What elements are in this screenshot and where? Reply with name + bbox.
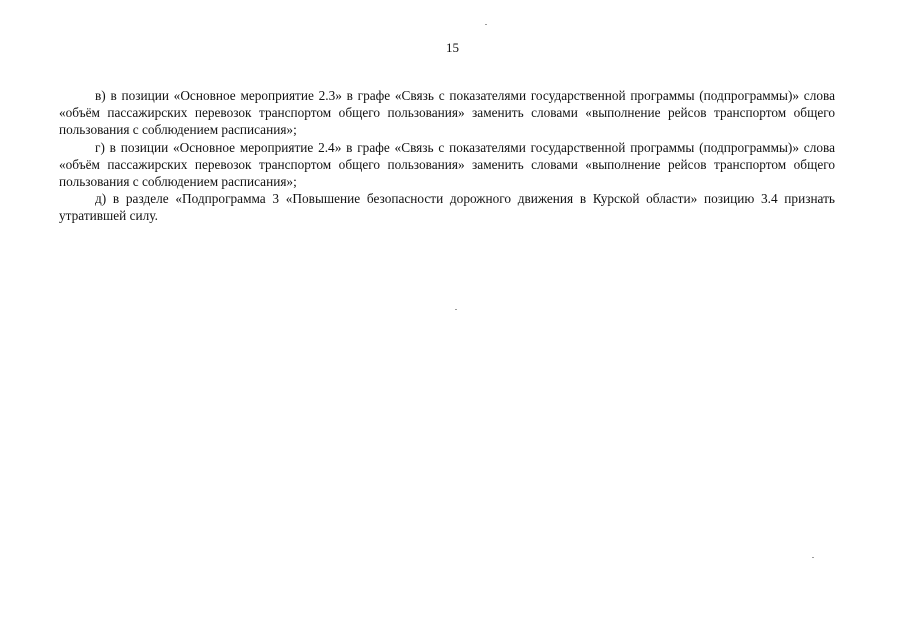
document-body bbox=[59, 87, 835, 225]
paragraph-g: г) в позиции «Основное мероприятие 2.4» в графе «Связь с показателями государственной программы (подпрограммы)» слова «объём пассажирских перевозок транспортом общего пользования» заменить словами «выполнение рейсов транспортом общего пользования с соблюдением расписания»; bbox=[59, 139, 835, 190]
scan-speck-top bbox=[485, 24, 487, 25]
page-number: 15 bbox=[446, 40, 459, 55]
scan-speck-middle bbox=[455, 309, 457, 310]
paragraph-d: д) в разделе «Подпрограмма 3 «Повышение безопасности дорожного движения в Курской области» позицию 3.4 признать утратившей силу. bbox=[59, 191, 835, 224]
scan-speck-bottom bbox=[812, 557, 814, 558]
paragraph-v: в) в позиции «Основное мероприятие 2.3» в графе «Связь с показателями государственной программы (подпрограммы)» слова «объём пассажирских перевозок транспортом общего пользования» заменить словами «выполнение рейсов транспортом общего пользования с соблюдением расписания»; bbox=[59, 88, 835, 138]
